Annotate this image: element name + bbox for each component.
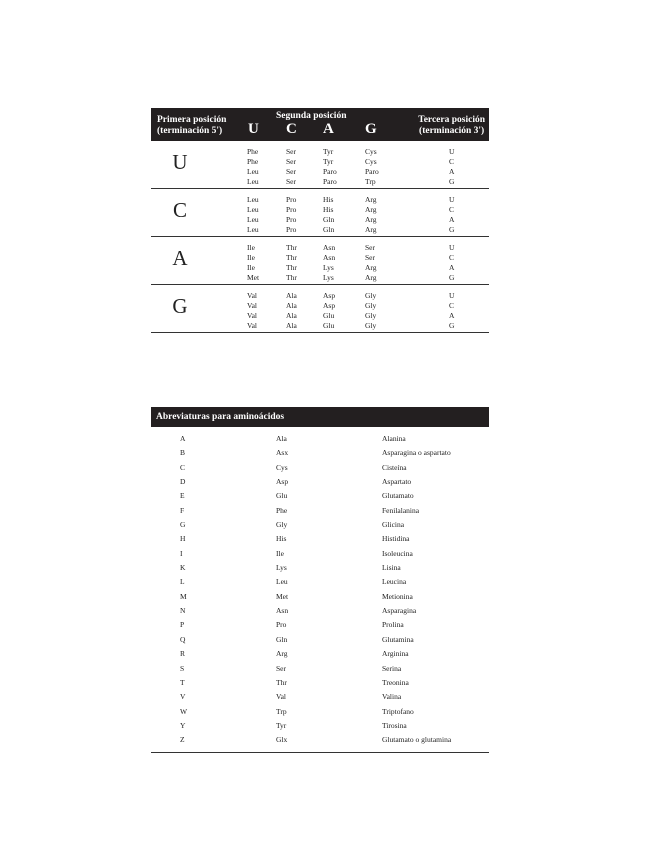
amino-acid-name: Triptofano: [382, 706, 414, 716]
amino-acid-cell: Leu: [247, 195, 259, 204]
table-row: [151, 618, 489, 632]
codon-column: [247, 195, 259, 235]
amino-acid-cell: Thr: [286, 253, 297, 262]
third-base: U: [449, 291, 455, 300]
amino-acid-name: Alanina: [382, 434, 406, 443]
amino-acid-name: Prolina: [382, 620, 404, 630]
amino-acid-name: Glutamato: [382, 491, 414, 501]
table-row: [151, 733, 489, 747]
three-letter-code: Thr: [276, 677, 287, 687]
codon-column: [286, 147, 296, 187]
third-position-column: [449, 147, 454, 187]
amino-acid-cell: Gln: [323, 225, 335, 234]
one-letter-code: Q: [180, 634, 186, 644]
third-position-column: [449, 291, 454, 331]
codon-table-header: [151, 108, 489, 141]
codon-column: [365, 243, 377, 283]
third-base: A: [449, 263, 455, 272]
amino-acid-name: Treonina: [382, 677, 409, 687]
one-letter-code: P: [180, 620, 185, 630]
codon-block-g: [151, 285, 489, 333]
codon-column: [365, 147, 379, 187]
codon-column: [247, 147, 259, 187]
amino-acid-cell: Thr: [286, 273, 297, 282]
amino-acid-name: Tirosina: [382, 720, 407, 730]
amino-acid-cell: Gln: [323, 215, 335, 224]
amino-acid-cell: Ser: [286, 167, 296, 176]
amino-acid-cell: Ala: [286, 311, 297, 320]
amino-acid-cell: Val: [247, 301, 257, 310]
amino-acid-name: Glicina: [382, 520, 405, 530]
third-base: A: [449, 311, 455, 320]
table-row: [151, 575, 489, 589]
amino-acid-name: Isoleucina: [382, 548, 413, 558]
first-base: G: [172, 294, 188, 318]
codon-column: [286, 195, 296, 235]
amino-acid-cell: Asp: [323, 301, 336, 310]
amino-acid-cell: Met: [247, 273, 260, 282]
second-base-a: A: [323, 121, 334, 137]
codon-column: [323, 147, 337, 187]
one-letter-code: N: [180, 606, 186, 616]
three-letter-code: Lys: [276, 563, 287, 573]
amino-acid-cell: Pro: [286, 225, 297, 234]
amino-acid-cell: Pro: [286, 205, 297, 214]
three-letter-code: Ile: [276, 548, 284, 558]
first-base: C: [172, 198, 187, 222]
amino-acid-cell: Arg: [365, 195, 377, 204]
second-base-u: U: [248, 121, 259, 137]
table-row: [151, 590, 489, 604]
amino-acid-cell: Phe: [247, 157, 259, 166]
table-row: [151, 705, 489, 719]
third-base: A: [449, 167, 455, 176]
amino-acid-name: Histidina: [382, 534, 410, 544]
amino-acid-cell: Paro: [323, 167, 337, 176]
amino-acid-cell: Gly: [365, 311, 377, 320]
three-letter-code: Arg: [276, 649, 288, 659]
table-row: [151, 475, 489, 489]
codon-column: [323, 195, 334, 235]
three-letter-code: Asp: [276, 477, 289, 487]
amino-acid-cell: Thr: [286, 263, 297, 272]
amino-acid-cell: Glu: [323, 321, 335, 330]
amino-acid-cell: Paro: [323, 177, 337, 186]
amino-acid-name: Asparagina o aspartato: [382, 448, 451, 458]
three-letter-code: Glu: [276, 491, 288, 501]
one-letter-code: Z: [180, 735, 185, 745]
third-position-column: [449, 243, 454, 283]
table-row: [151, 719, 489, 733]
third-base: U: [449, 147, 455, 156]
abbreviations-table: [151, 407, 489, 753]
table-row: [151, 489, 489, 503]
amino-acid-cell: Ile: [247, 253, 255, 262]
codon-column: [365, 291, 376, 331]
three-letter-code: Asn: [276, 606, 289, 616]
amino-acid-cell: Leu: [247, 177, 259, 186]
amino-acid-name: Cisteína: [382, 462, 407, 472]
codon-column: [286, 243, 297, 283]
codon-block-a: [151, 237, 489, 285]
amino-acid-cell: Arg: [365, 273, 377, 282]
one-letter-code: B: [180, 448, 186, 458]
third-base: G: [449, 177, 455, 186]
amino-acid-name: Asparagina: [382, 606, 417, 616]
three-letter-code: Tyr: [276, 720, 287, 730]
table-row: [151, 561, 489, 575]
first-position-label: Primera posición (terminación 5'): [157, 115, 227, 136]
amino-acid-cell: Paro: [365, 167, 379, 176]
one-letter-code: K: [180, 563, 186, 573]
three-letter-code: Glx: [276, 735, 288, 745]
amino-acid-cell: Lys: [323, 273, 334, 282]
codon-column: [286, 291, 297, 331]
third-base: G: [449, 321, 455, 330]
three-letter-code: Leu: [276, 577, 288, 587]
amino-acid-cell: Cys: [365, 147, 377, 156]
amino-acid-name: Leucina: [382, 577, 407, 587]
first-base: U: [172, 150, 188, 174]
one-letter-code: G: [180, 520, 186, 530]
amino-acid-cell: Ile: [247, 243, 255, 252]
codon-column: [247, 291, 257, 331]
amino-acid-cell: His: [323, 205, 334, 214]
amino-acid-name: Arginina: [382, 649, 409, 659]
table-row: [151, 461, 489, 475]
third-position-column: [449, 195, 454, 235]
one-letter-code: W: [180, 706, 188, 716]
amino-acid-cell: Val: [247, 311, 257, 320]
codon-column: [323, 291, 335, 331]
one-letter-code: V: [180, 692, 186, 702]
amino-acid-cell: Asn: [323, 253, 336, 262]
table-row: [151, 504, 489, 518]
three-letter-code: Ala: [276, 434, 287, 443]
amino-acid-cell: Arg: [365, 205, 377, 214]
amino-acid-cell: Ala: [286, 321, 297, 330]
three-letter-code: Cys: [276, 462, 288, 472]
table-row: [151, 432, 489, 446]
codon-column: [365, 195, 377, 235]
third-base: U: [449, 243, 455, 252]
amino-acid-cell: Cys: [365, 157, 377, 166]
amino-acid-cell: Glu: [323, 311, 335, 320]
table-row: [151, 690, 489, 704]
table-row: [151, 532, 489, 546]
second-base-c: C: [286, 121, 297, 137]
amino-acid-name: Fenilalanina: [382, 505, 420, 515]
table-row: [151, 604, 489, 618]
three-letter-code: Gln: [276, 634, 288, 644]
amino-acid-cell: Ile: [247, 263, 255, 272]
amino-acid-cell: Ser: [286, 157, 296, 166]
table-row: [151, 633, 489, 647]
one-letter-code: I: [180, 548, 183, 558]
codon-block-c: [151, 189, 489, 237]
one-letter-code: S: [180, 663, 185, 673]
one-letter-code: R: [180, 649, 186, 659]
table-row: [151, 662, 489, 676]
amino-acid-cell: Leu: [247, 225, 259, 234]
codon-block-u: [151, 141, 489, 189]
amino-acid-name: Glutamato o glutamina: [382, 735, 452, 745]
amino-acid-cell: Ser: [365, 253, 375, 262]
table-row: [151, 518, 489, 532]
amino-acid-cell: Ser: [365, 243, 375, 252]
amino-acid-cell: Thr: [286, 243, 297, 252]
one-letter-code: M: [180, 591, 187, 601]
second-base-g: G: [365, 121, 377, 137]
amino-acid-cell: Ala: [286, 301, 297, 310]
amino-acid-cell: Tyr: [323, 157, 334, 166]
codon-table: [151, 108, 489, 333]
one-letter-code: E: [180, 491, 185, 501]
amino-acid-cell: Phe: [247, 147, 259, 156]
amino-acid-cell: Asn: [323, 243, 336, 252]
amino-acid-cell: Ser: [286, 147, 296, 156]
amino-acid-cell: Arg: [365, 215, 377, 224]
table-row: [151, 547, 489, 561]
amino-acid-cell: Pro: [286, 195, 297, 204]
amino-acid-cell: Ala: [286, 291, 297, 300]
abbreviations-rows: [151, 427, 489, 753]
three-letter-code: Asx: [276, 448, 289, 458]
one-letter-code: H: [180, 534, 186, 544]
third-base: C: [449, 301, 455, 310]
three-letter-code: Gly: [276, 520, 288, 530]
amino-acid-name: Aspartato: [382, 477, 412, 487]
amino-acid-cell: Asp: [323, 291, 336, 300]
one-letter-code: A: [180, 434, 186, 443]
codon-column: [323, 243, 335, 283]
table-row: [151, 676, 489, 690]
three-letter-code: Ser: [276, 663, 286, 673]
amino-acid-cell: Tyr: [323, 147, 334, 156]
amino-acid-cell: Leu: [247, 167, 259, 176]
amino-acid-cell: His: [323, 195, 334, 204]
one-letter-code: C: [180, 462, 186, 472]
one-letter-code: T: [180, 677, 185, 687]
table-row: [151, 446, 489, 460]
amino-acid-cell: Pro: [286, 215, 297, 224]
amino-acid-cell: Val: [247, 291, 257, 300]
one-letter-code: D: [180, 477, 186, 487]
amino-acid-cell: Lys: [323, 263, 334, 272]
amino-acid-cell: Gly: [365, 291, 377, 300]
three-letter-code: Val: [276, 692, 286, 702]
codon-column: [247, 243, 259, 283]
table-row: [151, 647, 489, 661]
three-letter-code: Trp: [276, 706, 287, 716]
amino-acid-name: Lisina: [382, 563, 401, 573]
three-letter-code: His: [276, 534, 287, 544]
amino-acid-name: Serina: [382, 663, 402, 673]
three-letter-code: Phe: [276, 505, 288, 515]
one-letter-code: F: [180, 505, 185, 515]
third-base: C: [449, 157, 455, 166]
codon-blocks: [151, 141, 489, 333]
amino-acid-cell: Val: [247, 321, 257, 330]
third-base: C: [449, 205, 455, 214]
amino-acid-cell: Gly: [365, 301, 377, 310]
third-base: G: [449, 225, 455, 234]
amino-acid-cell: Arg: [365, 263, 377, 272]
amino-acid-cell: Leu: [247, 205, 259, 214]
third-base: G: [449, 273, 455, 282]
amino-acid-cell: Gly: [365, 321, 377, 330]
third-base: U: [449, 195, 455, 204]
abbreviations-title: Abreviaturas para aminoácidos: [151, 407, 489, 427]
three-letter-code: Pro: [276, 620, 287, 630]
third-base: C: [449, 253, 455, 262]
amino-acid-name: Valina: [382, 692, 402, 702]
amino-acid-name: Glutamina: [382, 634, 414, 644]
amino-acid-name: Metionina: [382, 591, 413, 601]
second-position-label: Segunda posición: [276, 111, 347, 121]
first-base: A: [172, 246, 188, 270]
one-letter-code: L: [180, 577, 185, 587]
one-letter-code: Y: [180, 720, 186, 730]
amino-acid-cell: Arg: [365, 225, 377, 234]
amino-acid-cell: Trp: [365, 177, 376, 186]
amino-acid-cell: Leu: [247, 215, 259, 224]
third-base: A: [449, 215, 455, 224]
three-letter-code: Met: [276, 591, 289, 601]
third-position-label: Tercera posición (terminación 3'): [418, 115, 485, 136]
amino-acid-cell: Ser: [286, 177, 296, 186]
